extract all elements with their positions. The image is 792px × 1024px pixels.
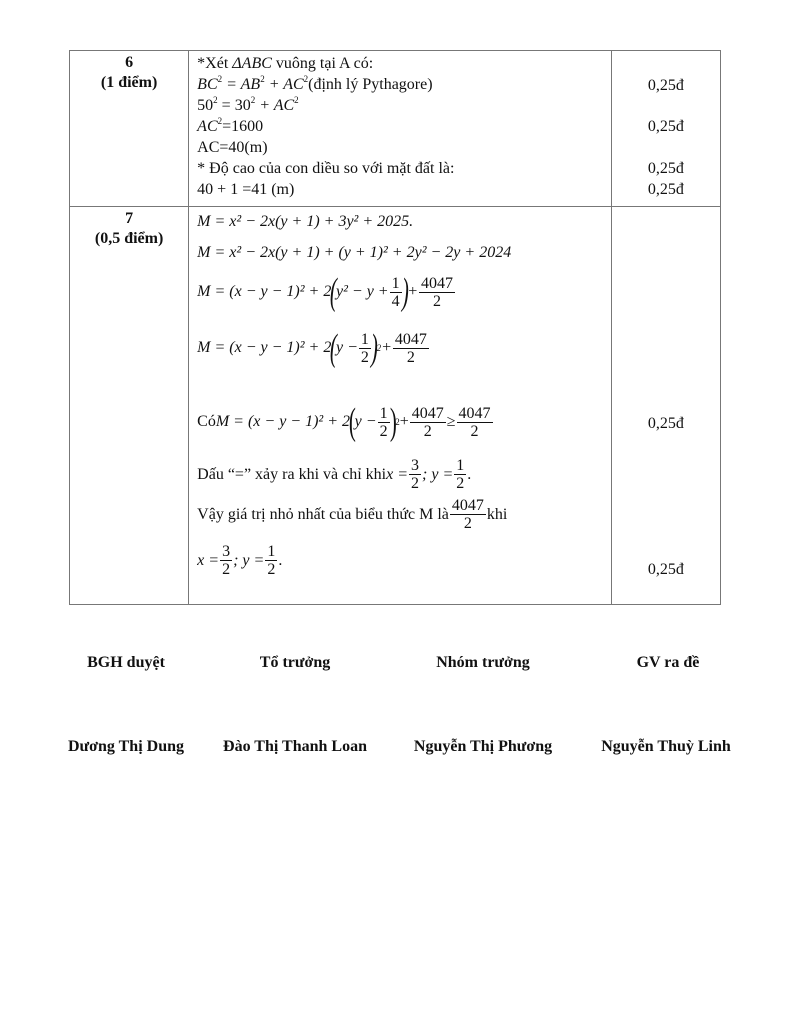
math: M = (x − y − 1)² + 2 [197,283,332,300]
fraction [378,405,390,440]
numerator: 4047 [458,404,491,422]
question-7-cell [70,207,189,605]
fraction [454,457,466,492]
numerator: 4047 [451,497,484,514]
exponent: 2 [217,116,223,126]
math: = 30 [217,97,251,114]
math: = AB [222,76,261,93]
denominator: 2 [470,422,479,440]
question-points: (1 điểm) [100,74,158,91]
score-6-cell [611,51,720,207]
fraction [220,543,232,578]
fraction [419,275,455,310]
text: Có [197,413,216,430]
text: Vậy giá trị nhỏ nhất của biểu thức M là [197,505,449,523]
score-value: 0,25đ [647,160,684,177]
expression-line: M = (x − y − 1)² + 2 ( y² − y + $\frac{1}{4}$ ) + $\frac{4047}{2}$ [197,271,454,313]
paren-open: ( [330,271,338,313]
text: =1600 [222,118,264,135]
paren-close: ) [401,271,409,313]
answer-6-cell [189,51,612,207]
denominator: 2 [423,422,432,440]
fraction [457,405,493,440]
numerator: 1 [267,543,276,560]
expression-line: M = (x − y − 1)² + 2 ( y − $\frac{1}{2}$ ) 2 + $\frac{4047}{2}$ [197,327,427,369]
signature-name: Dương Thị Dung [68,738,184,755]
score-value: 0,25đ [647,415,684,432]
numerator: 1 [391,274,400,292]
conclusion-values-line: x = $\frac{3}{2}$ ; y = $\frac{1}{2}$ . [197,543,283,578]
numerator: 3 [411,457,420,474]
fraction [390,275,402,310]
question-number: 6 [125,54,134,71]
math: AC [197,118,218,135]
question-6-cell [70,51,189,207]
math: y² − y + [336,283,389,300]
denominator: 2 [379,422,388,440]
numerator: 3 [222,543,231,560]
question-points: (0,5 điểm) [94,230,164,247]
score-value: 0,25đ [647,77,684,94]
signature-name: Đào Thị Thanh Loan [223,738,367,755]
signature-title: GV ra đề [636,654,700,671]
paren-close: ) [370,327,378,369]
equality-condition-line: Dấu “=” xảy ra khi và chỉ khi x = $\frac{3}{2}$ ; y = $\frac{1}{2}$ . [197,457,472,492]
math: BC [197,76,218,93]
signature-title: Nhóm trưởng [436,654,530,671]
fraction [359,331,371,366]
score-value: 0,25đ [647,118,684,135]
denominator: 2 [456,475,465,492]
score-value: 0,25đ [647,561,684,578]
exponent: 2 [213,95,218,105]
fraction [410,405,446,440]
signature-name: Nguyễn Thị Phương [413,738,553,755]
text: vuông tại A có: [271,55,374,72]
expression-line: M = x² − 2x(y + 1) + 3y² + 2025. [197,213,414,230]
answer-line: * Độ cao của con diều so với mặt đất là: [197,160,455,177]
text: Dấu “=” xảy ra khi và chỉ khi [197,465,387,483]
answer-table [69,50,721,605]
numerator: 1 [379,404,388,422]
answer-line [197,116,611,137]
paren-close: ) [389,401,397,443]
denominator: 2 [411,475,420,492]
signature-name: Nguyễn Thuỳ Linh [601,738,731,755]
denominator: 2 [360,348,369,366]
denominator: 4 [391,292,400,310]
math: ΔABC [232,55,272,72]
math: + AC [255,97,295,114]
exponent: 2 [250,95,256,105]
question-number: 7 [125,210,134,227]
fraction [450,497,486,532]
answer-line [197,74,611,95]
conclusion-line [197,497,507,532]
expression-line: M = x² − 2x(y + 1) + (y + 1)² + 2y² − 2y + 2024 [197,244,512,261]
math: + AC [264,76,304,93]
signature-title: Tổ trưởng [259,654,331,671]
signature-title: BGH duyệt [87,654,165,671]
math: 50 [197,97,214,114]
text: khi [486,505,508,523]
fraction [409,457,421,492]
numerator: 4047 [421,274,454,292]
score-value: 0,25đ [647,181,684,198]
denominator: 2 [463,515,472,532]
answer-line [197,95,611,116]
numerator: 4047 [394,330,427,348]
answer-7-cell [189,207,612,605]
exponent: 2 [294,95,299,105]
score-7-cell [611,207,720,605]
table-row-q6 [70,51,721,207]
text: *Xét [197,55,233,72]
answer-line [197,53,611,74]
fraction [265,543,277,578]
numerator: 1 [360,330,369,348]
denominator: 2 [222,561,231,578]
answer-line: AC=40(m) [197,139,268,156]
paren-open: ( [330,327,338,369]
numerator: 1 [456,457,465,474]
denominator: 2 [433,292,442,310]
math: M = (x − y − 1)² + 2 [215,413,351,430]
exponent: 2 [260,74,265,84]
denominator: 2 [267,561,276,578]
exponent: 2 [303,74,309,84]
answer-line: 40 + 1 =41 (m) [197,181,295,198]
text: (định lý Pythagore) [308,76,433,93]
numerator: 4047 [411,404,444,422]
denominator: 2 [406,348,415,366]
table-row-q7 [70,207,721,605]
math: M = (x − y − 1)² + 2 [197,339,332,356]
fraction [393,331,429,366]
paren-open: ( [348,401,356,443]
inequality-line: Có M = (x − y − 1)² + 2 ( y − $\frac{1}{2}$ ) 2 + $\frac{4047}{2}$ ≥ $\frac{4047}{2}$ [197,401,491,443]
exponent: 2 [217,74,223,84]
